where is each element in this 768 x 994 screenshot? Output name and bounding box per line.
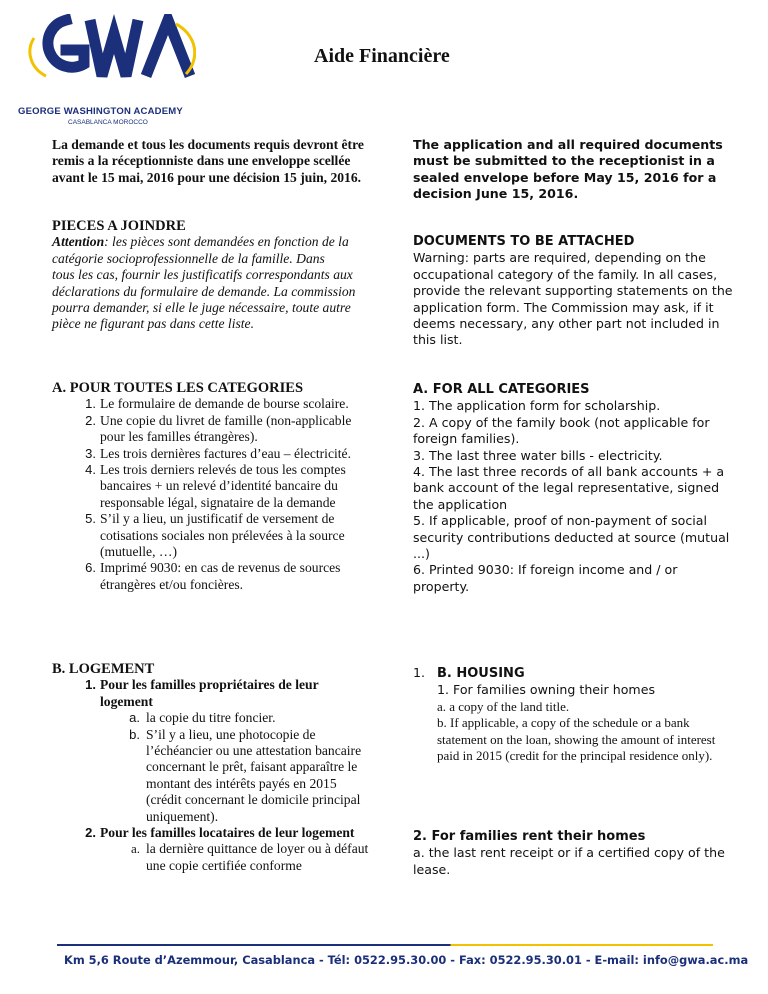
fr-attention: [52, 234, 372, 267]
fr-section-b-heading: B. LOGEMENT: [52, 661, 155, 677]
fr-pieces-block: [52, 218, 372, 333]
en-intro: The application and all required documents must be submitted to the receptionist in a sealed envelope before May 15, 2016 for a decision June 15, 2016.: [413, 137, 723, 202]
list-item: 3. Les trois dernières factures d’eau – électricité.: [85, 445, 351, 461]
list-item: b. If applicable, a copy of the schedule or a bank statement on the loan, showing the amount of interest paid in 2015 (credit for the principal residence only).: [437, 715, 716, 764]
fr-b1-title: 1. Pour les familles propriétaires de leur logement: [85, 677, 319, 709]
en-docs-block: [413, 234, 733, 349]
en-section-b2: [413, 829, 733, 878]
en-docs-text: Warning: parts are required, depending on the occupational category of the family. In all cases, provide the relevant supporting statements on the application form. The Commission may ask, if it deems necessary, any other part not included in this list.: [413, 250, 733, 348]
en-section-a-heading: A. FOR ALL CATEGORIES: [413, 382, 590, 397]
list-item: 5. S’il y a lieu, un justificatif de versement de cotisations sociales non prélevées à la source (mutuelle, …): [85, 511, 345, 560]
fr-list-b2: [52, 825, 372, 841]
en-section-b: [413, 665, 733, 764]
en-docs-heading: DOCUMENTS TO BE ATTACHED: [413, 234, 635, 249]
school-logo: [18, 14, 198, 126]
fr-attention-text: : les pièces sont demandées en fonction de la catégorie socioprofessionnelle de la famille. Dans: [52, 234, 349, 266]
list-item: 6. Printed 9030: If foreign income and / or property.: [413, 562, 678, 594]
list-item: a. the last rent receipt or if a certified copy of the lease.: [413, 845, 725, 877]
list-item: 5. If applicable, proof of non-payment of social security contributions deducted at source (mutual ...): [413, 513, 730, 562]
fr-b2-title: 2. Pour les familles locataires de leur logement: [85, 825, 355, 841]
fr-pieces-heading: PIECES A JOINDRE: [52, 218, 186, 234]
footer-divider: [57, 944, 713, 946]
list-item: a. a copy of the land title.: [437, 698, 570, 714]
fr-section-a: [52, 380, 372, 593]
list-item: 2. Une copie du livret de famille (non-applicable pour les familles étrangères).: [85, 412, 352, 445]
en-section-b-heading: B. HOUSING: [437, 666, 525, 681]
en-section-b-number: 1.: [413, 665, 426, 680]
en-section-b-heading-row: [413, 665, 733, 682]
list-item: 4. Les trois derniers relevés de tous les comptes bancaires + un relevé d’identité bancaire du responsable légal, signataire de la demande: [85, 462, 346, 510]
list-item: 2. A copy of the family book (not applicable for foreign families).: [413, 414, 710, 447]
list-item: a. la dernière quittance de loyer ou à défaut une copie certifiée conforme: [130, 841, 369, 873]
list-item: 1. The application form for scholarship.: [413, 398, 661, 414]
list-item: b. S’il y a lieu, une photocopie de l’échéancier ou une attestation bancaire concernant le prêt, faisant apparaître le montant des intérêts payés en 2015 (crédit concernant le domicile principal uniquement).: [129, 726, 362, 824]
list-item: 1. Le formulaire de demande de bourse scolaire.: [85, 396, 349, 412]
school-city: CASABLANCA MOROCCO: [68, 119, 148, 126]
page-title: Aide Financière: [314, 45, 450, 67]
en-section-a: [413, 382, 733, 595]
footer-contact: Km 5,6 Route d’Azemmour, Casablanca - Tél: 0522.95.30.00 - Fax: 0522.95.30.01 - E-mail: info@gwa.ac.ma: [64, 953, 749, 967]
fr-section-a-heading: A. POUR TOUTES LES CATEGORIES: [52, 380, 304, 396]
fr-section-b: [52, 661, 372, 874]
list-item: 4. The last three records of all bank accounts + a bank account of the legal representative, signed the application: [413, 464, 725, 512]
list-item: 6. Imprimé 9030: en cas de revenus de sources étrangères et/ou foncières.: [85, 560, 341, 592]
fr-attention-word: Attention: [52, 234, 105, 250]
gwa-logo-mark: [26, 14, 196, 82]
en-b1-title: 1. For families owning their homes: [437, 682, 656, 698]
fr-intro: La demande et tous les documents requis devront être remis a la réceptionniste dans une enveloppe scellée avant le 15 mai, 2016 pour une décision 15 juin, 2016.: [52, 137, 364, 185]
list-item: a. la copie du titre foncier.: [129, 710, 276, 726]
school-name: GEORGE WASHINGTON ACADEMY: [18, 106, 183, 117]
en-b2-title: 2. For families rent their homes: [413, 829, 646, 844]
fr-list-a: [52, 396, 372, 593]
fr-attention-text-2: tous les cas, fournir les justificatifs correspondants aux déclarations du formulaire de demande. La commission pourra demander, si elle le juge nécessaire, toute autre pièce ne figurant pas dans cette liste.: [52, 267, 356, 332]
fr-list-b: [52, 677, 372, 710]
list-item: 3. The last three water bills - electricity.: [413, 447, 663, 463]
